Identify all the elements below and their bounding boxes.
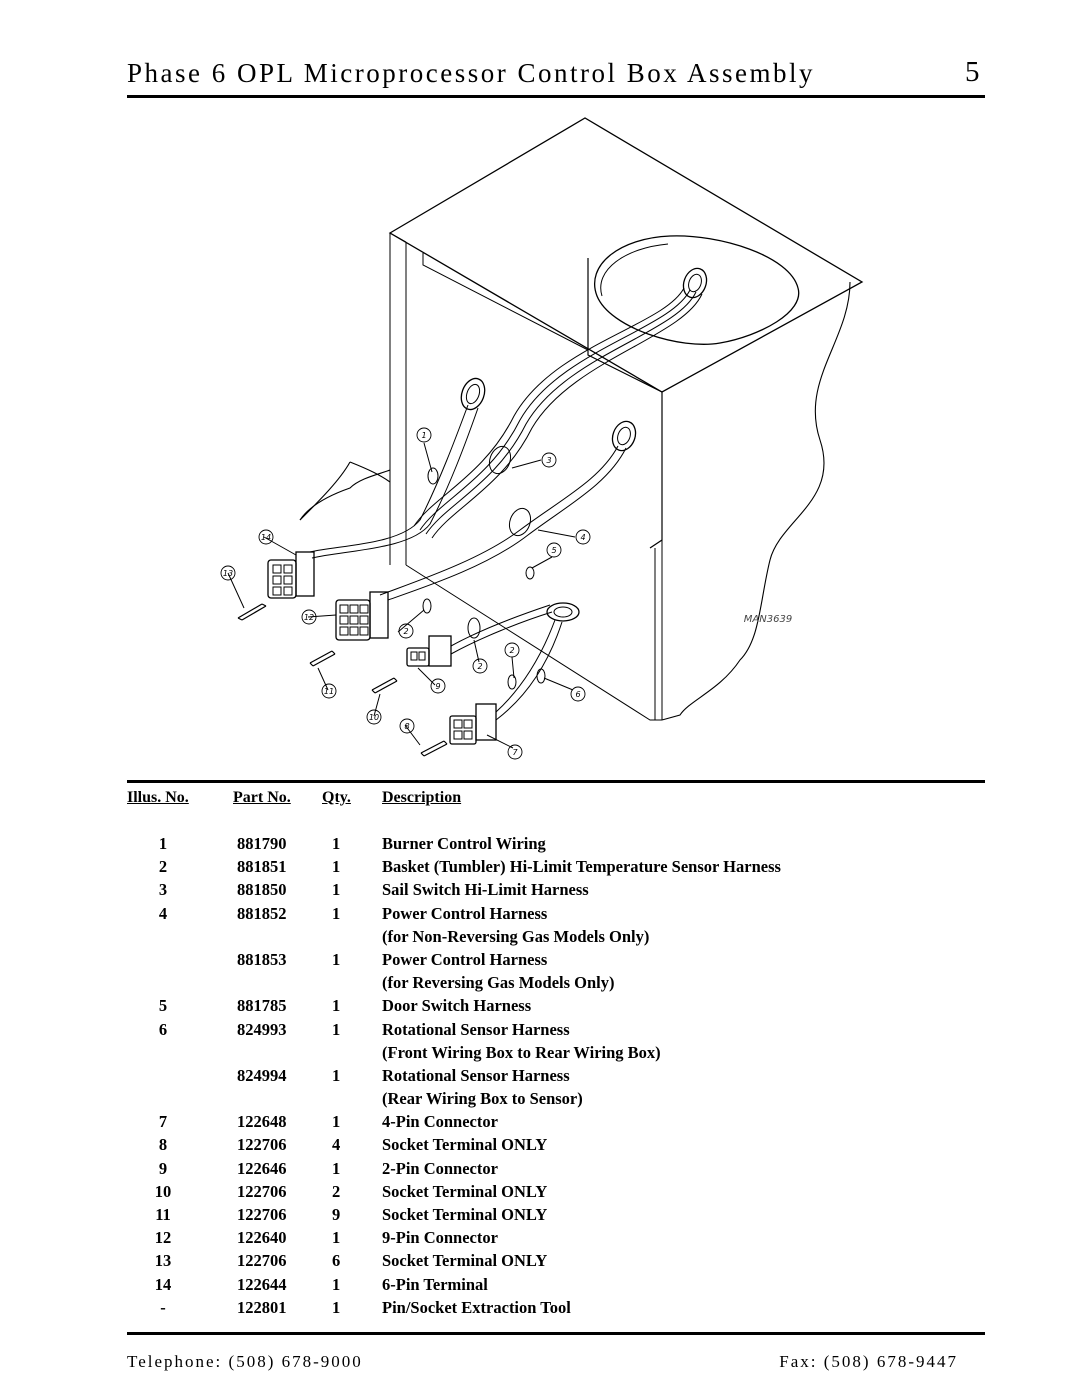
description: Socket Terminal ONLY (382, 1251, 548, 1271)
illus-no: 11 (155, 1205, 171, 1224)
illus-no: 7 (158, 1112, 168, 1132)
callout-12: 12 (303, 613, 315, 622)
illus-no: 3 (158, 880, 168, 900)
description: Power Control Harness (382, 903, 548, 923)
callout-7: 7 (512, 748, 518, 757)
parts-table (0, 834, 1080, 1321)
description: 9-Pin Connector (382, 1228, 498, 1248)
illus-no: 8 (158, 1135, 168, 1155)
description: (for Non-Reversing Gas Models Only) (382, 926, 650, 946)
table-row (0, 1251, 1080, 1274)
illus-no: 9 (158, 1158, 168, 1178)
table-row (0, 1043, 1080, 1066)
description: Socket Terminal ONLY (382, 1135, 548, 1155)
description: 2-Pin Connector (382, 1158, 498, 1178)
description: (Rear Wiring Box to Sensor) (382, 1089, 583, 1109)
callout-14: 14 (260, 533, 272, 542)
table-row (0, 834, 1080, 857)
qty: 1 (332, 1065, 341, 1085)
qty: 6 (332, 1251, 341, 1271)
description: Door Switch Harness (382, 996, 532, 1016)
table-row (0, 1066, 1080, 1089)
header-qty: Qty. (322, 789, 351, 806)
box-front-edge (655, 540, 662, 720)
break-line-left (300, 470, 390, 520)
part-no: 122648 (237, 1112, 287, 1132)
description: Power Control Harness (382, 949, 548, 969)
table-row (0, 857, 1080, 880)
qty: 4 (332, 1135, 341, 1155)
connector-14 (268, 552, 314, 598)
description: Socket Terminal ONLY (382, 1205, 548, 1224)
qty: 1 (332, 880, 341, 900)
part-no: 881852 (237, 903, 287, 923)
footer-rule (127, 1332, 985, 1335)
description: Basket (Tumbler) Hi-Limit Temperature Sensor Harness (382, 857, 781, 877)
fax-number: Fax: (508) 678-9447 (779, 1352, 958, 1371)
part-no: 824994 (237, 1065, 287, 1085)
qty: 1 (332, 1112, 341, 1132)
callout-13: 13 (222, 569, 234, 578)
table-row (0, 1205, 1080, 1228)
part-no: 122640 (237, 1228, 287, 1248)
table-row (0, 1089, 1080, 1112)
part-no: 122706 (237, 1135, 287, 1155)
box-floor (300, 462, 390, 520)
table-row (0, 1298, 1080, 1321)
qty: 1 (332, 949, 341, 969)
box-left-wall (390, 233, 406, 565)
description: (for Reversing Gas Models Only) (382, 973, 615, 993)
callout-9: 9 (435, 682, 441, 691)
table-row (0, 1135, 1080, 1158)
table-row (0, 904, 1080, 927)
table-row (0, 1228, 1080, 1251)
header-part-no: Part No. (233, 789, 291, 806)
qty: 1 (332, 857, 341, 877)
header-illus-no: Illus. No. (127, 789, 189, 806)
table-row (0, 927, 1080, 950)
illus-no: 12 (154, 1228, 172, 1248)
harness-left (310, 405, 468, 552)
callout-11: 11 (323, 687, 335, 696)
callout-1: 1 (421, 431, 427, 440)
illus-no: 10 (154, 1181, 172, 1201)
qty: 2 (332, 1181, 341, 1201)
callout-2c: 2 (477, 662, 483, 671)
table-row (0, 1275, 1080, 1298)
harness-upper (420, 290, 690, 530)
table-row (0, 996, 1080, 1019)
illus-no: - (160, 1297, 166, 1317)
assembly-diagram (215, 110, 865, 775)
illus-no: 14 (154, 1274, 172, 1294)
description: 4-Pin Connector (382, 1112, 498, 1132)
page-number: 5 (965, 56, 980, 88)
grommet-right (609, 418, 640, 454)
header-description: Description (382, 789, 462, 806)
break-line-right (662, 282, 850, 720)
terminal-10 (372, 678, 397, 693)
part-no: 881850 (237, 880, 287, 900)
table-row (0, 950, 1080, 973)
callout-10: 10 (368, 713, 380, 722)
terminal-8 (421, 741, 447, 756)
callout-2b: 2 (509, 646, 515, 655)
callout-2a: 2 (403, 627, 409, 636)
description: Socket Terminal ONLY (382, 1181, 548, 1201)
part-no: 122706 (237, 1205, 287, 1224)
connector-7 (450, 704, 496, 744)
qty: 9 (332, 1205, 341, 1224)
table-row (0, 880, 1080, 903)
description: 6-Pin Terminal (382, 1274, 488, 1294)
qty: 1 (332, 903, 341, 923)
terminal-13 (238, 604, 266, 620)
illus-no: 13 (154, 1251, 172, 1271)
header-rule (127, 95, 985, 98)
qty: 1 (332, 1019, 341, 1039)
part-no: 881790 (237, 834, 287, 853)
table-row (0, 1112, 1080, 1135)
table-row (0, 973, 1080, 996)
illus-no: 5 (158, 996, 168, 1016)
telephone-number: Telephone: (508) 678-9000 (127, 1352, 363, 1371)
qty: 1 (332, 1228, 341, 1248)
connector-9 (407, 636, 451, 666)
table-row (0, 1020, 1080, 1043)
illus-no: 4 (158, 903, 168, 923)
qty: 1 (332, 1297, 341, 1317)
illus-no: 6 (158, 1019, 168, 1039)
table-row (0, 1182, 1080, 1205)
part-no: 122646 (237, 1158, 287, 1178)
table-row (0, 1159, 1080, 1182)
description: Rotational Sensor Harness (382, 1065, 570, 1085)
part-no: 881853 (237, 949, 287, 969)
page-title: Phase 6 OPL Microprocessor Control Box Assembly (127, 58, 815, 88)
qty: 1 (332, 1274, 341, 1294)
description: Burner Control Wiring (382, 834, 546, 853)
harness-right (380, 446, 618, 595)
description: (Front Wiring Box to Rear Wiring Box) (382, 1042, 661, 1062)
callout-8: 8 (404, 722, 410, 731)
part-no: 122801 (237, 1297, 287, 1317)
callout-4: 4 (580, 533, 586, 542)
connector-12 (336, 592, 388, 640)
description: Sail Switch Hi-Limit Harness (382, 880, 589, 900)
illus-no: 1 (158, 834, 168, 853)
part-no: 881851 (237, 857, 287, 877)
terminal-11 (310, 651, 335, 666)
part-no: 881785 (237, 996, 287, 1016)
qty: 1 (332, 834, 341, 853)
part-no: 122706 (237, 1251, 287, 1271)
part-no: 824993 (237, 1019, 287, 1039)
drawing-number: MAN3639 (743, 614, 793, 625)
qty: 1 (332, 996, 341, 1016)
qty: 1 (332, 1158, 341, 1178)
grommet-left (457, 375, 489, 413)
illus-no: 2 (158, 857, 168, 877)
grommet-top (680, 265, 711, 301)
part-no: 122706 (237, 1181, 287, 1201)
callout-3: 3 (546, 456, 552, 465)
callout-5: 5 (551, 546, 557, 555)
description: Pin/Socket Extraction Tool (382, 1297, 571, 1317)
description: Rotational Sensor Harness (382, 1019, 570, 1039)
table-top-rule (127, 780, 985, 783)
callout-6: 6 (575, 690, 581, 699)
part-no: 122644 (237, 1274, 287, 1294)
